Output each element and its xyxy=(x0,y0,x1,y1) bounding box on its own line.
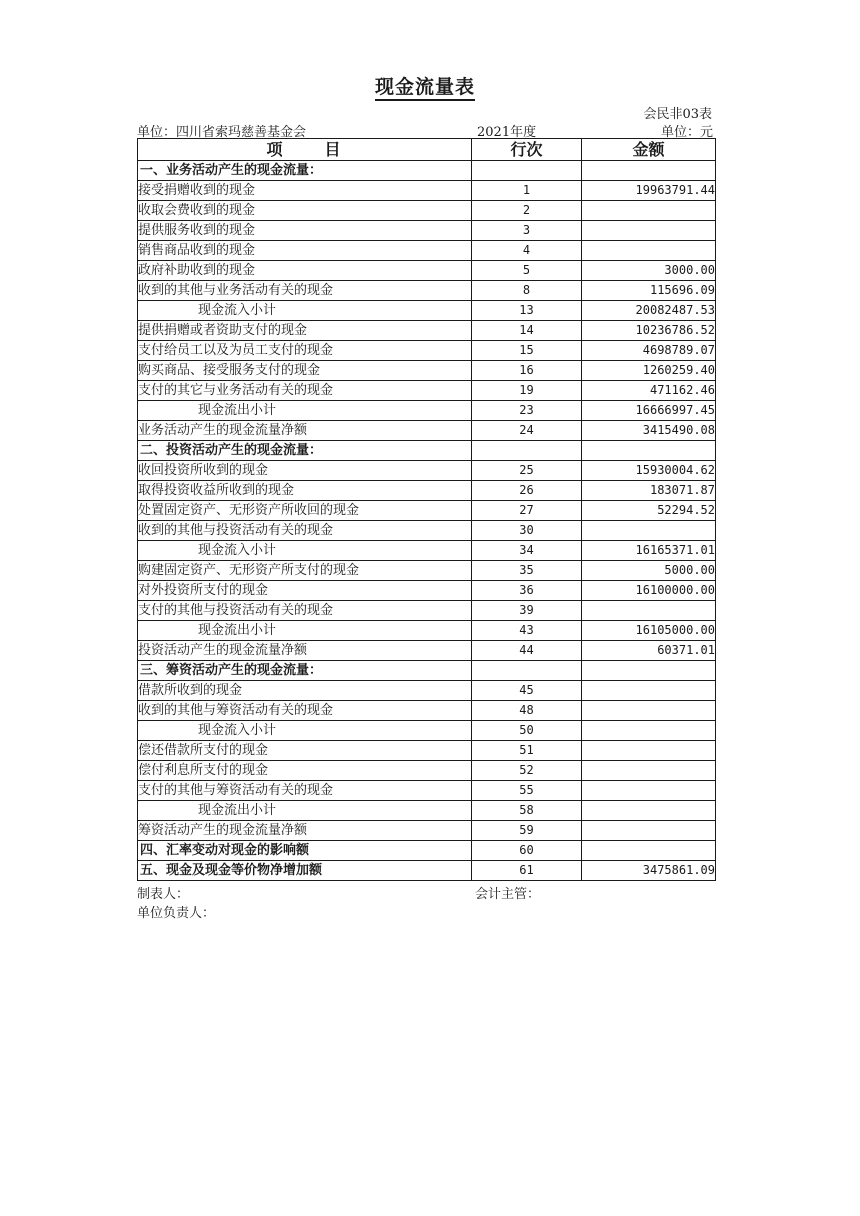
row-line-number: 23 xyxy=(472,401,582,421)
row-item-label: 支付的其他与投资活动有关的现金 xyxy=(138,601,472,621)
row-amount: 5000.00 xyxy=(582,561,716,581)
table-row xyxy=(138,541,716,561)
row-amount xyxy=(582,221,716,241)
preparer-label: 制表人： xyxy=(137,887,190,902)
row-item-label: 现金流出小计 xyxy=(138,621,472,641)
row-item-label: 收回投资所收到的现金 xyxy=(138,461,472,481)
row-line-number: 14 xyxy=(472,321,582,341)
row-amount xyxy=(582,701,716,721)
row-amount: 10236786.52 xyxy=(582,321,716,341)
row-item-label: 投资活动产生的现金流量净额 xyxy=(138,641,472,661)
row-line-number: 1 xyxy=(472,181,582,201)
row-item-label: 收到的其他与筹资活动有关的现金 xyxy=(138,701,472,721)
table-row xyxy=(138,701,716,721)
row-item-label: 购买商品、接受服务支付的现金 xyxy=(138,361,472,381)
row-amount: 3415490.08 xyxy=(582,421,716,441)
row-item-label: 业务活动产生的现金流量净额 xyxy=(138,421,472,441)
row-amount xyxy=(582,821,716,841)
table-row xyxy=(138,241,716,261)
document-title xyxy=(0,72,850,99)
row-amount xyxy=(582,681,716,701)
row-amount: 16105000.00 xyxy=(582,621,716,641)
row-line-number: 26 xyxy=(472,481,582,501)
row-item-label: 政府补助收到的现金 xyxy=(138,261,472,281)
row-amount xyxy=(582,721,716,741)
table-row xyxy=(138,621,716,641)
table-row xyxy=(138,561,716,581)
row-line-number: 15 xyxy=(472,341,582,361)
row-line-number: 5 xyxy=(472,261,582,281)
row-amount xyxy=(582,841,716,861)
row-amount: 471162.46 xyxy=(582,381,716,401)
document-title-text: 现金流量表 xyxy=(375,76,475,101)
table-row xyxy=(138,321,716,341)
table-row xyxy=(138,781,716,801)
form-code: 会民非03表 xyxy=(643,107,712,122)
row-amount xyxy=(582,201,716,221)
table-row xyxy=(138,841,716,861)
table-body xyxy=(138,161,716,881)
row-line-number: 13 xyxy=(472,301,582,321)
row-line-number: 43 xyxy=(472,621,582,641)
row-line-number xyxy=(472,661,582,681)
row-amount: 4698789.07 xyxy=(582,341,716,361)
row-item-label: 收到的其他与投资活动有关的现金 xyxy=(138,521,472,541)
row-item-label: 销售商品收到的现金 xyxy=(138,241,472,261)
row-amount: 16100000.00 xyxy=(582,581,716,601)
row-item-label: 筹资活动产生的现金流量净额 xyxy=(138,821,472,841)
report-meta-row xyxy=(137,121,715,138)
header-line-no: 行次 xyxy=(472,139,582,161)
row-line-number: 4 xyxy=(472,241,582,261)
row-item-label: 提供服务收到的现金 xyxy=(138,221,472,241)
row-item-label: 偿付利息所支付的现金 xyxy=(138,761,472,781)
table-row xyxy=(138,521,716,541)
row-item-label: 现金流入小计 xyxy=(138,721,472,741)
row-item-label: 二、投资活动产生的现金流量： xyxy=(138,441,472,461)
row-line-number: 27 xyxy=(472,501,582,521)
table-row xyxy=(138,421,716,441)
table-row xyxy=(138,281,716,301)
table-row xyxy=(138,341,716,361)
row-item-label: 接受捐赠收到的现金 xyxy=(138,181,472,201)
row-item-label: 提供捐赠或者资助支付的现金 xyxy=(138,321,472,341)
row-amount: 183071.87 xyxy=(582,481,716,501)
row-amount: 115696.09 xyxy=(582,281,716,301)
row-item-label: 取得投资收益所收到的现金 xyxy=(138,481,472,501)
row-item-label: 现金流入小计 xyxy=(138,541,472,561)
row-line-number: 60 xyxy=(472,841,582,861)
table-row xyxy=(138,761,716,781)
row-amount xyxy=(582,521,716,541)
table-row xyxy=(138,661,716,681)
row-amount xyxy=(582,241,716,261)
header-amount: 金额 xyxy=(582,139,716,161)
row-item-label: 支付的其它与业务活动有关的现金 xyxy=(138,381,472,401)
row-item-label: 一、业务活动产生的现金流量： xyxy=(138,161,472,181)
row-line-number: 25 xyxy=(472,461,582,481)
row-item-label: 四、汇率变动对现金的影响额 xyxy=(138,841,472,861)
row-line-number: 48 xyxy=(472,701,582,721)
table-row xyxy=(138,801,716,821)
table-row xyxy=(138,681,716,701)
row-line-number: 16 xyxy=(472,361,582,381)
row-line-number: 50 xyxy=(472,721,582,741)
table-row xyxy=(138,401,716,421)
table-row xyxy=(138,821,716,841)
row-line-number: 3 xyxy=(472,221,582,241)
row-line-number: 55 xyxy=(472,781,582,801)
row-line-number: 36 xyxy=(472,581,582,601)
row-item-label: 购建固定资产、无形资产所支付的现金 xyxy=(138,561,472,581)
row-line-number: 30 xyxy=(472,521,582,541)
row-item-label: 处置固定资产、无形资产所收回的现金 xyxy=(138,501,472,521)
row-amount xyxy=(582,661,716,681)
cash-flow-table xyxy=(137,138,716,881)
row-amount: 15930004.62 xyxy=(582,461,716,481)
table-row xyxy=(138,721,716,741)
table-row xyxy=(138,861,716,881)
row-amount: 19963791.44 xyxy=(582,181,716,201)
table-row xyxy=(138,201,716,221)
table-row xyxy=(138,221,716,241)
row-line-number: 44 xyxy=(472,641,582,661)
row-line-number: 34 xyxy=(472,541,582,561)
row-item-label: 偿还借款所支付的现金 xyxy=(138,741,472,761)
row-amount: 3000.00 xyxy=(582,261,716,281)
row-line-number: 59 xyxy=(472,821,582,841)
row-item-label: 五、现金及现金等价物净增加额 xyxy=(138,861,472,881)
table-row xyxy=(138,361,716,381)
row-line-number xyxy=(472,161,582,181)
row-line-number xyxy=(472,441,582,461)
table-row xyxy=(138,741,716,761)
accounting-supervisor-label: 会计主管： xyxy=(475,887,541,902)
row-amount xyxy=(582,161,716,181)
currency-unit: 单位：元 xyxy=(660,125,713,140)
row-line-number: 45 xyxy=(472,681,582,701)
row-amount xyxy=(582,601,716,621)
row-line-number: 35 xyxy=(472,561,582,581)
row-item-label: 支付的其他与筹资活动有关的现金 xyxy=(138,781,472,801)
row-amount: 52294.52 xyxy=(582,501,716,521)
table-row xyxy=(138,161,716,181)
row-line-number: 8 xyxy=(472,281,582,301)
row-line-number: 24 xyxy=(472,421,582,441)
row-item-label: 支付给员工以及为员工支付的现金 xyxy=(138,341,472,361)
row-amount xyxy=(582,741,716,761)
row-amount: 16666997.45 xyxy=(582,401,716,421)
table-row xyxy=(138,601,716,621)
table-row xyxy=(138,441,716,461)
row-amount: 1260259.40 xyxy=(582,361,716,381)
row-item-label: 现金流出小计 xyxy=(138,801,472,821)
row-item-label: 现金流入小计 xyxy=(138,301,472,321)
row-item-label: 对外投资所支付的现金 xyxy=(138,581,472,601)
table-row xyxy=(138,641,716,661)
row-amount xyxy=(582,801,716,821)
table-row xyxy=(138,461,716,481)
table-row xyxy=(138,481,716,501)
row-amount: 16165371.01 xyxy=(582,541,716,561)
row-amount xyxy=(582,761,716,781)
row-amount: 20082487.53 xyxy=(582,301,716,321)
row-line-number: 2 xyxy=(472,201,582,221)
row-item-label: 现金流出小计 xyxy=(138,401,472,421)
table-row xyxy=(138,181,716,201)
header-item: 项目 xyxy=(138,139,472,161)
table-row xyxy=(138,261,716,281)
report-year: 2021年度 xyxy=(477,125,537,140)
row-amount xyxy=(582,781,716,801)
row-amount xyxy=(582,441,716,461)
reporting-unit: 单位：四川省索玛慈善基金会 xyxy=(137,125,307,140)
row-item-label: 借款所收到的现金 xyxy=(138,681,472,701)
table-row xyxy=(138,301,716,321)
row-line-number: 51 xyxy=(472,741,582,761)
row-amount: 60371.01 xyxy=(582,641,716,661)
table-row xyxy=(138,581,716,601)
row-line-number: 39 xyxy=(472,601,582,621)
row-item-label: 收到的其他与业务活动有关的现金 xyxy=(138,281,472,301)
unit-head-label: 单位负责人： xyxy=(137,906,216,921)
row-line-number: 61 xyxy=(472,861,582,881)
row-line-number: 19 xyxy=(472,381,582,401)
row-amount: 3475861.09 xyxy=(582,861,716,881)
table-header-row xyxy=(138,139,716,161)
row-line-number: 58 xyxy=(472,801,582,821)
row-line-number: 52 xyxy=(472,761,582,781)
table-row xyxy=(138,381,716,401)
row-item-label: 收取会费收到的现金 xyxy=(138,201,472,221)
table-row xyxy=(138,501,716,521)
row-item-label: 三、筹资活动产生的现金流量： xyxy=(138,661,472,681)
